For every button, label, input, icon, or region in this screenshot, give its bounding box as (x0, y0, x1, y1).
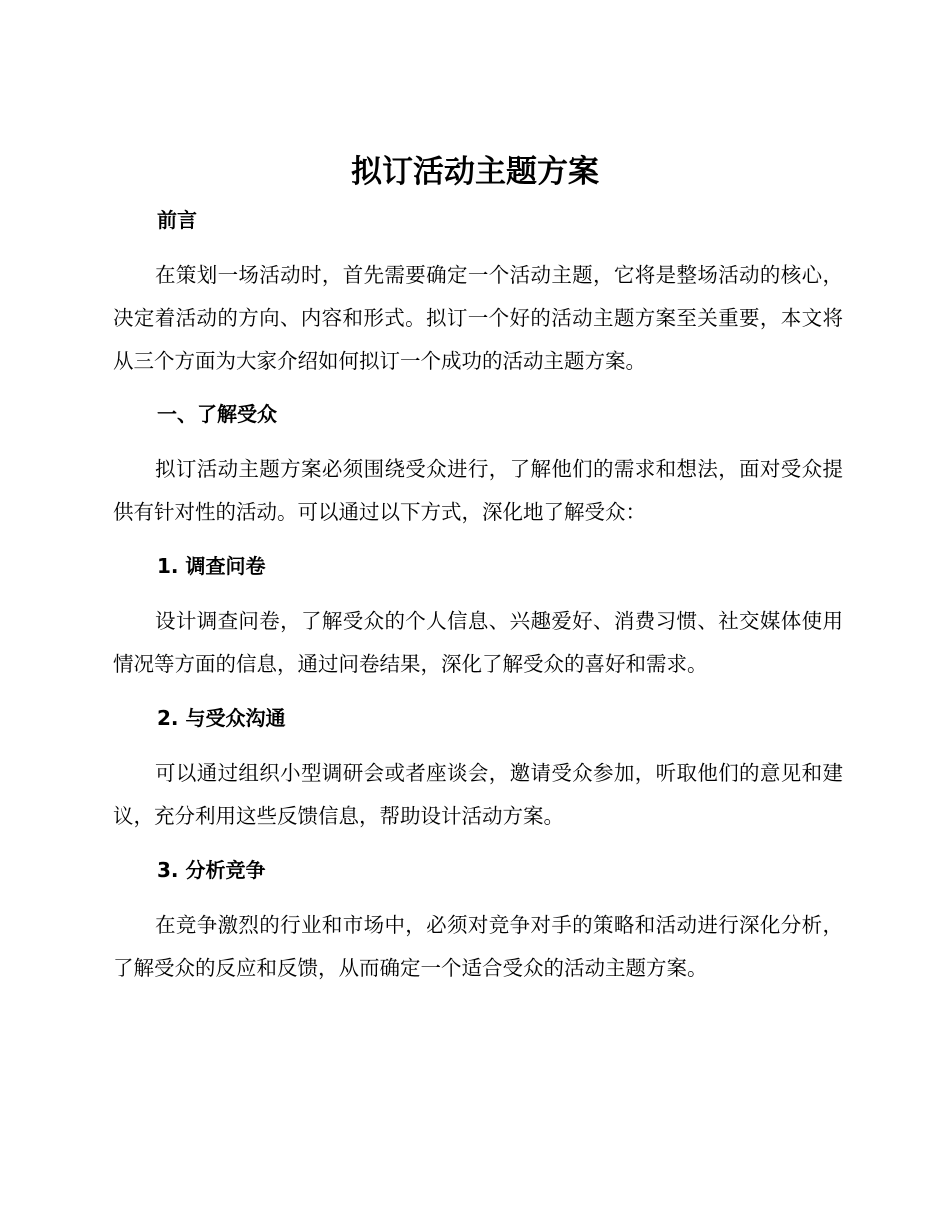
section-heading-preface: 前言 (157, 208, 197, 232)
section-heading-communicate: 2. 与受众沟通 (157, 706, 286, 730)
section-paragraph-preface: 在策划一场活动时，首先需要确定一个活动主题，它将是整场活动的核心，决定着活动的方向、内容和形式。拟订一个好的活动主题方案至关重要，本文将从三个方面为大家介绍如何拟订一个成功的活动主题方案。 (113, 263, 843, 373)
section-paragraph-survey: 设计调查问卷，了解受众的个人信息、兴趣爱好、消费习惯、社交媒体使用情况等方面的信息，通过问卷结果，深化了解受众的喜好和需求。 (113, 609, 843, 676)
section-paragraph-competition: 在竞争激烈的行业和市场中，必须对竞争对手的策略和活动进行深化分析，了解受众的反应和反馈，从而确定一个适合受众的活动主题方案。 (113, 913, 843, 980)
section-heading-competition: 3. 分析竞争 (157, 858, 266, 882)
section-heading-understand-audience: 一、了解受众 (157, 402, 277, 426)
section-paragraph-understand-audience: 拟订活动主题方案必须围绕受众进行，了解他们的需求和想法，面对受众提供有针对性的活动。可以通过以下方式，深化地了解受众： (113, 457, 843, 524)
section-paragraph-communicate: 可以通过组织小型调研会或者座谈会，邀请受众参加，听取他们的意见和建议，充分利用这些反馈信息，帮助设计活动方案。 (113, 761, 843, 828)
section-heading-survey: 1. 调查问卷 (157, 554, 266, 578)
document-title: 拟订活动主题方案 (351, 154, 599, 190)
